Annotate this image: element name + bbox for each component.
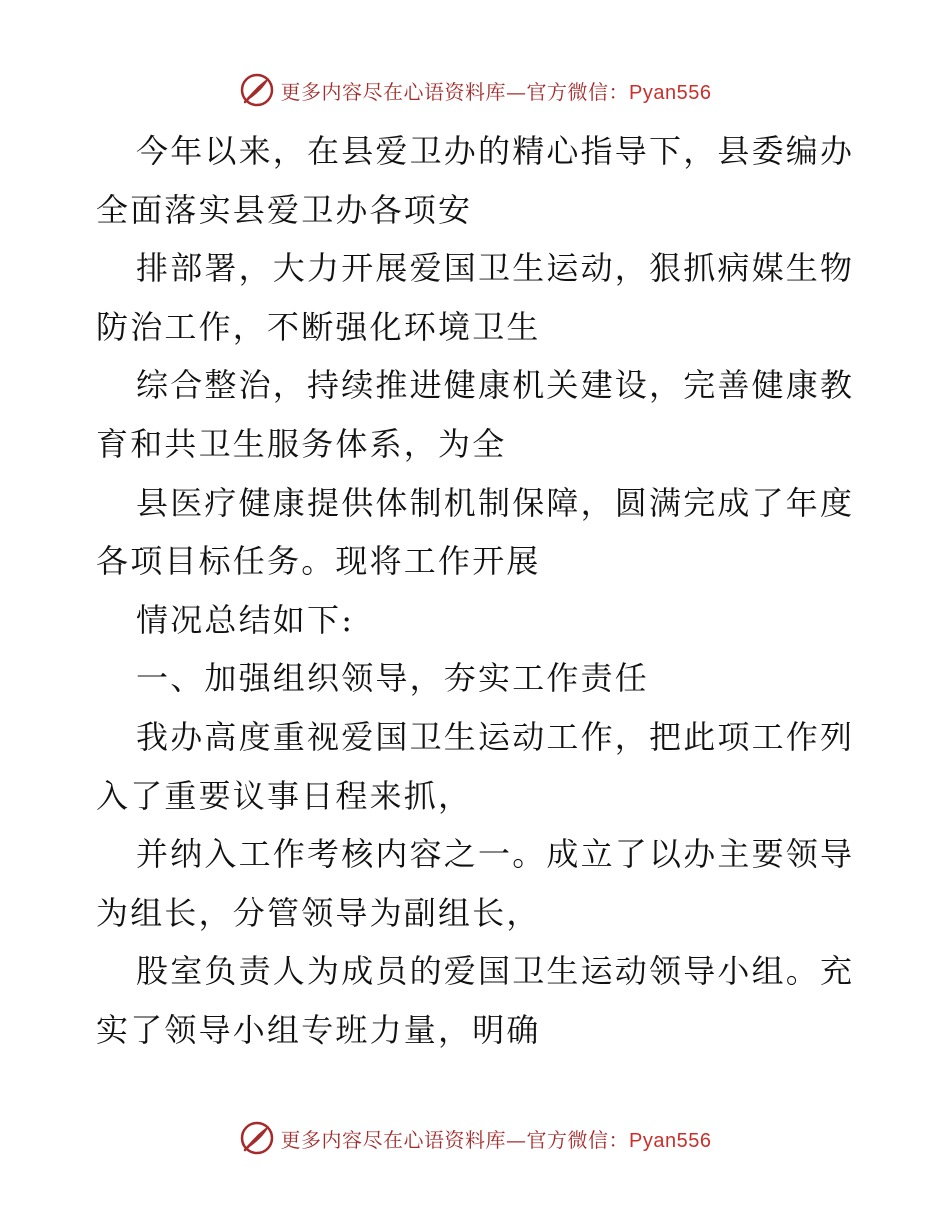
document-body [96,122,856,1060]
body-text-line: 并纳入工作考核内容之一。成立了以办主要领导 [136,835,855,874]
body-text-line: 一、加强组织领导，夯实工作责任 [136,659,650,698]
banner-main-text: 更多内容尽在心语资料库 [280,79,507,104]
banner-main-text: 更多内容尽在心语资料库 [280,1127,507,1152]
banner-wechat-id: Pyan556 [629,1129,712,1152]
body-text-line: 股室负责人为成员的爱国卫生运动领导小组。充 [136,952,855,991]
quill-pen-logo-icon [239,1120,275,1156]
body-text-line: 排部署，大力开展爱国卫生运动，狠抓病媒生物 [136,249,855,288]
body-text-line: 实了领导小组专班力量，明确 [96,1010,541,1049]
banner-separator-text: —官方微信： [506,1127,630,1152]
body-text-line: 我办高度重视爱国卫生运动工作，把此项工作列 [136,717,855,756]
quill-pen-logo-icon [239,72,275,108]
body-text-line: 全面落实县爱卫办各项安 [96,190,473,229]
footer-banner [0,1118,950,1158]
banner-text [281,76,712,105]
body-text-line: 综合整治，持续推进健康机关建设，完善健康教 [136,366,855,405]
body-text-line: 为组长，分管领导为副组长， [96,893,541,932]
header-banner [0,70,950,110]
banner-text [281,1124,712,1153]
banner-wechat-id: Pyan556 [629,81,712,104]
body-text-line: 县医疗健康提供体制机制保障，圆满完成了年度 [136,483,855,522]
body-text-line: 情况总结如下: [136,600,355,639]
body-text-line: 今年以来，在县爱卫办的精心指导下，县委编办 [136,132,855,170]
body-text-line: 各项目标任务。现将工作开展 [96,542,541,581]
body-text-line: 育和共卫生服务体系，为全 [96,424,507,463]
body-text-line: 防治工作，不断强化环境卫生 [96,307,541,346]
body-text-line: 入了重要议事日程来抓， [96,776,473,815]
banner-separator-text: —官方微信： [506,79,630,104]
